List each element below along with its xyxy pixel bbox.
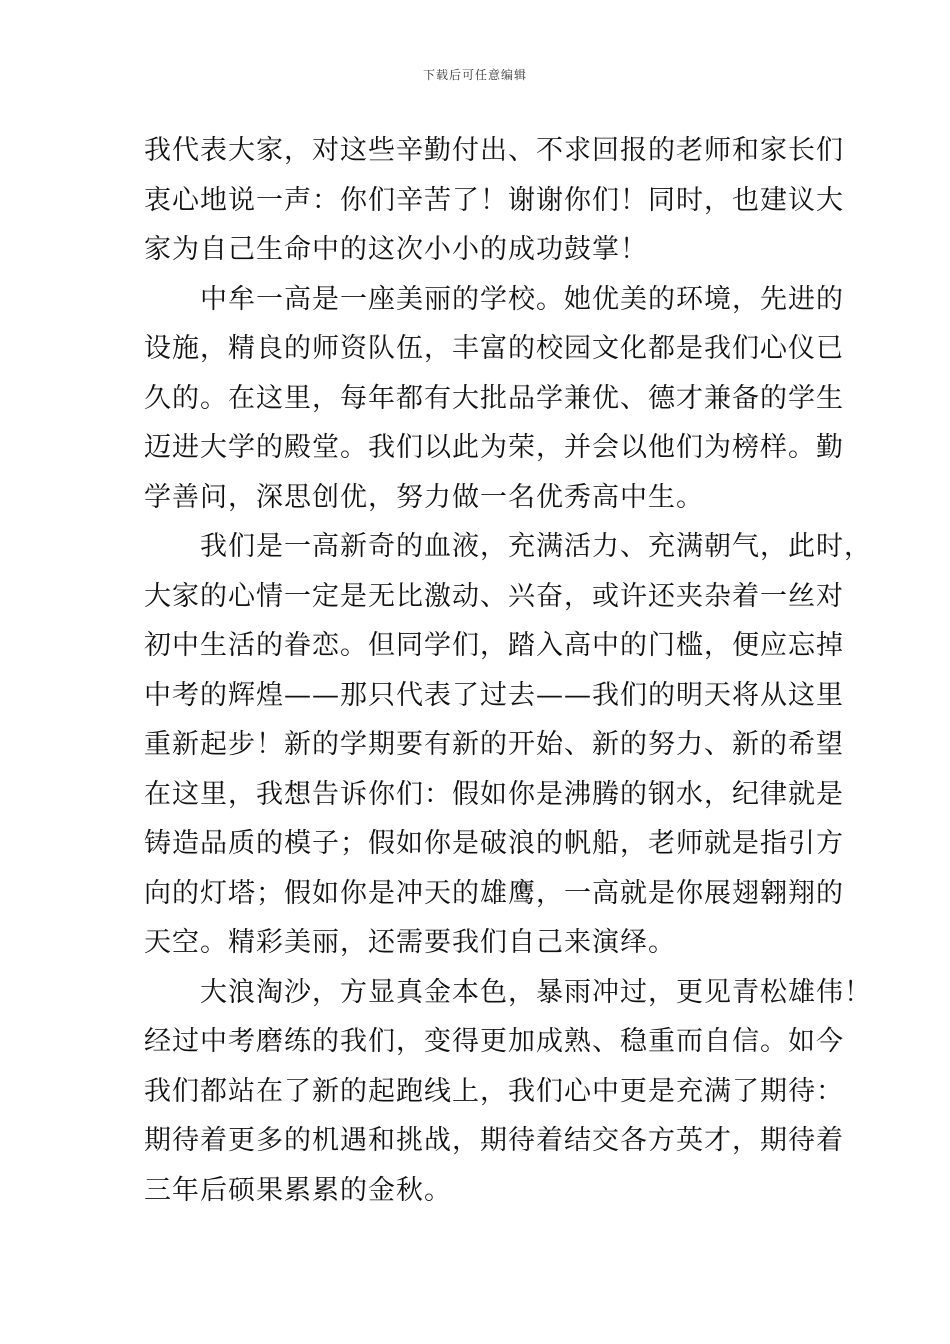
text-line: 天空。精彩美丽，还需要我们自己来演绎。 (144, 927, 676, 958)
text-line: 铸造品质的模子；假如你是破浪的帆船，老师就是指引方 (144, 828, 844, 859)
text-line: 迈进大学的殿堂。我们以此为荣，并会以他们为榜样。勤 (144, 432, 844, 463)
text-line: 三年后硕果累累的金秋。 (144, 1174, 452, 1206)
document-body (144, 126, 872, 1215)
text-line: 向的灯塔；假如你是冲天的雄鹰，一高就是你展翅翱翔的 (144, 877, 844, 909)
text-line: 期待着更多的机遇和挑战，期待着结交各方英才，期待着 (144, 1125, 844, 1156)
text-line: 学善问，深思创优，努力做一名优秀高中生。 (144, 481, 704, 513)
text-line: 家为自己生命中的这次小小的成功鼓掌！ (144, 234, 648, 265)
text-line: 初中生活的眷恋。但同学们，踏入高中的门槛，便应忘掉 (144, 630, 844, 661)
text-line: 衷心地说一声：你们辛苦了！谢谢你们！同时，也建议大 (144, 184, 844, 216)
text-line: 重新起步！新的学期要有新的开始、新的努力、新的希望 (144, 729, 844, 760)
text-line: 久的。在这里，每年都有大批品学兼优、德才兼备的学生 (144, 382, 844, 414)
text-line: 我们都站在了新的起跑线上，我们心中更是充满了期待： (144, 1075, 844, 1107)
text-line: 大家的心情一定是无比激动、兴奋，或许还夹杂着一丝对 (144, 580, 844, 612)
text-line: 我代表大家，对这些辛勤付出、不求回报的老师和家长们 (144, 135, 844, 166)
text-line: 中考的辉煌——那只代表了过去——我们的明天将从这里 (144, 679, 844, 711)
text-line: 我们是一高新奇的血液，充满活力、充满朝气，此时， (144, 531, 872, 562)
text-line: 在这里，我想告诉你们：假如你是沸腾的钢水，纪律就是 (144, 778, 844, 810)
text-line: 经过中考磨练的我们，变得更加成熟、稳重而自信。如今 (144, 1026, 844, 1057)
page-header: 下载后可任意编辑 (422, 68, 527, 82)
text-line: 设施，精良的师资队伍，丰富的校园文化都是我们心仪已 (144, 333, 844, 364)
text-line: 大浪淘沙，方显真金本色，暴雨冲过，更见青松雄伟！ (144, 976, 872, 1008)
text-line: 中牟一高是一座美丽的学校。她优美的环境，先进的 (144, 283, 844, 315)
